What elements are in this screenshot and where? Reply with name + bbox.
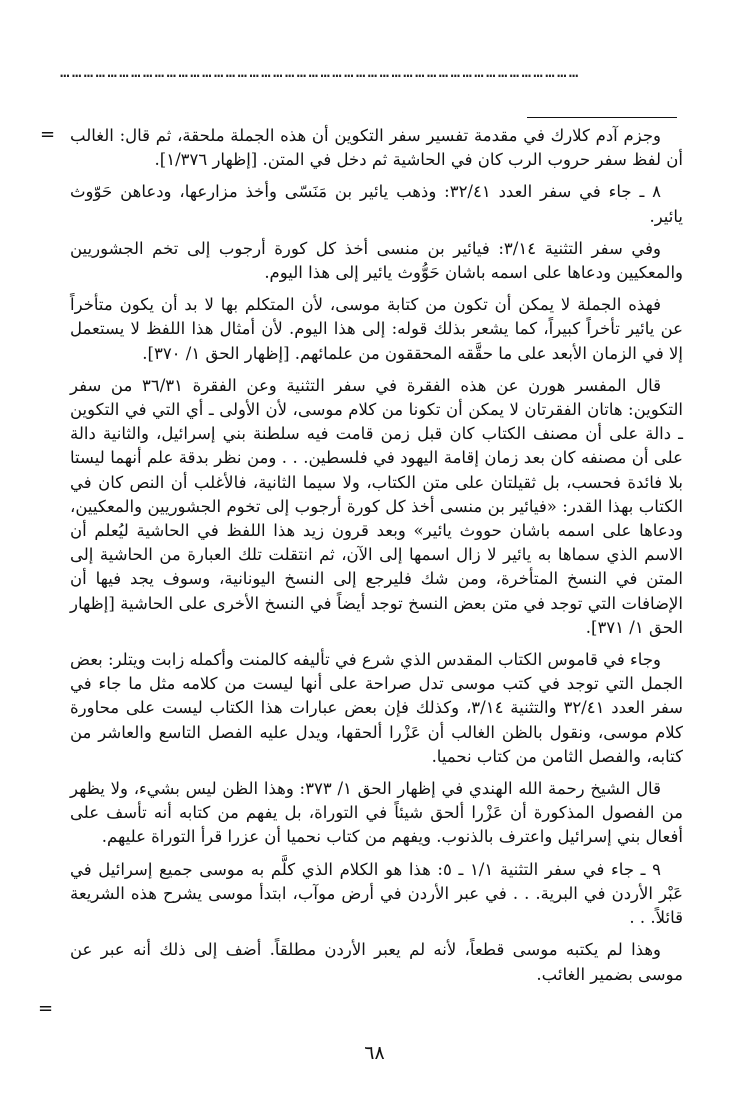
paragraph-sheikh-rahmatullah: قال الشيخ رحمة الله الهندي في إظهار الحق ١/ ٣٧٣: وهذا الظن ليس بشيء، ولا يظهر من الفصول المذكورة أن عَزْرا ألحق شيئاً في التوراة، بل يفهم من كتابه أنه تأسف على أفعال بني إسرائيل واعترف بالذنوب. ويفهم من كتاب نحميا أن عزرا قرأ التوراة عليهم. bbox=[70, 779, 683, 847]
header-dotted-line: …………………………………………………………………………………………………………………… bbox=[60, 62, 581, 81]
paragraph-horne: قال المفسر هورن عن هذه الفقرة في سفر التثنية وعن الفقرة ٣٦/٣١ من سفر التكوين: هاتان الفقرتان لا يمكن أن تكونا من كلام موسى، لأن الأولى ـ أي التي في التكوين ـ دالة على أن مصنف الكتاب كان قبل زمن قامت فيه سلطنة بني إسرائيل، والثانية دالة على أن مصنفه كان بعد زمان إقامة اليهود في فلسطين. . . ومن نظر بدقة علم أنهما ليستا بلا فائدة فحسب، بل ثقيلتان على متن الكتاب، ولا سيما الثانية، فالأغلب أن النص كان في الكتاب بهذا القدر: «فيائير بن منسى أخذ كل كورة أرجوب إلى تخوم الجشوريين والمعكيين، ودعاها على اسمه باشان حووث يائير» وبعد قرون زيد هذا اللفظ في الحاشية ليُعلم أن الاسم الذي سماها به يائير لا زال اسمها إلى الآن، ثم انتقلت تلك العبارة من الحاشية إلى المتن في النسخ المتأخرة، ومن شك فليرجع إلى النسخ اليونانية، وسوف يجد فيها أن الإضافات التي توجد في متن بعض النسخ توجد أيضاً في النسخ الأخرى على الحاشية [إظهار الحق ١/ ٣٧١]. bbox=[70, 375, 683, 637]
paragraph-deuteronomy: وفي سفر التثنية ٣/١٤: فيائير بن منسى أخذ كل كورة أرجوب إلى تخم الجشوريين والمعكيين ودعاها على اسمه باشان حَوُّوث يائير إلى هذا اليوم. bbox=[70, 238, 683, 283]
footnote-separator-rule bbox=[527, 117, 677, 118]
paragraph-clarke: وجزم آدم كلارك في مقدمة تفسير سفر التكوين أن هذه الجملة ملحقة، ثم قال: الغالب أن لفظ سفر حروب الرب كان في الحاشية ثم دخل في المتن. [إظهار ١/٣٧٦]. bbox=[70, 126, 683, 170]
paragraph-not-moses: وهذا لم يكتبه موسى قطعاً، لأنه لم يعبر الأردن مطلقاً. أضف إلى ذلك أنه عبر عن موسى بضمير الغائب. bbox=[70, 940, 683, 984]
footnote-continuation-mark-bottom: = bbox=[38, 998, 54, 1019]
footnote-continuation-mark-top: = bbox=[40, 124, 56, 145]
paragraph-item-8: ٨ ـ جاء في سفر العدد ٣٢/٤١: وذهب يائير بن مَنَسّى وأخذ مزارعها، ودعاهن حَوّوث يائير. bbox=[70, 182, 683, 226]
page-number: ٦٨ bbox=[364, 1042, 385, 1064]
paragraph-item-9: ٩ ـ جاء في سفر التثنية ١/١ ـ ٥: هذا هو الكلام الذي كلَّم به موسى جميع إسرائيل في عَبْر الأردن في البرية. . . في عبر الأردن في أرض موآب، ابتدأ موسى يشرح هذه الشريعة قائلاً. . . bbox=[70, 859, 683, 928]
paragraph-this-sentence: فهذه الجملة لا يمكن أن تكون من كتابة موسى، لأن المتكلم بها لا بد أن يكون متأخراً عن يائير تأخراً كبيراً، كما يشعر بذلك قوله: إلى هذا اليوم. لأن أمثال هذا اللفظ لا يستعمل إلا في الزمان الأبعد على ما حقَّقه المحققون من علمائهم. [إظهار الحق ١/ ٣٧٠]. bbox=[70, 295, 683, 363]
page-body bbox=[70, 124, 683, 995]
paragraph-dictionary: وجاء في قاموس الكتاب المقدس الذي شرع في تأليفه كالمنت وأكمله زابت ويتلر: بعض الجمل التي توجد في كتب موسى تدل صراحة على أنها ليست من كلامه مثل ما جاء في سفر العدد ٣٢/٤١ والتثنية ٣/١٤، وكذلك فإن بعض عبارات هذا الكتاب ليست على محاورة كلام موسى، ونقول بالظن الغالب أن عَزْرا ألحقها، ويدل عليه الفصل التاسع والعاشر من كتابه، والفصل الثامن من كتاب نحميا. bbox=[70, 650, 683, 766]
